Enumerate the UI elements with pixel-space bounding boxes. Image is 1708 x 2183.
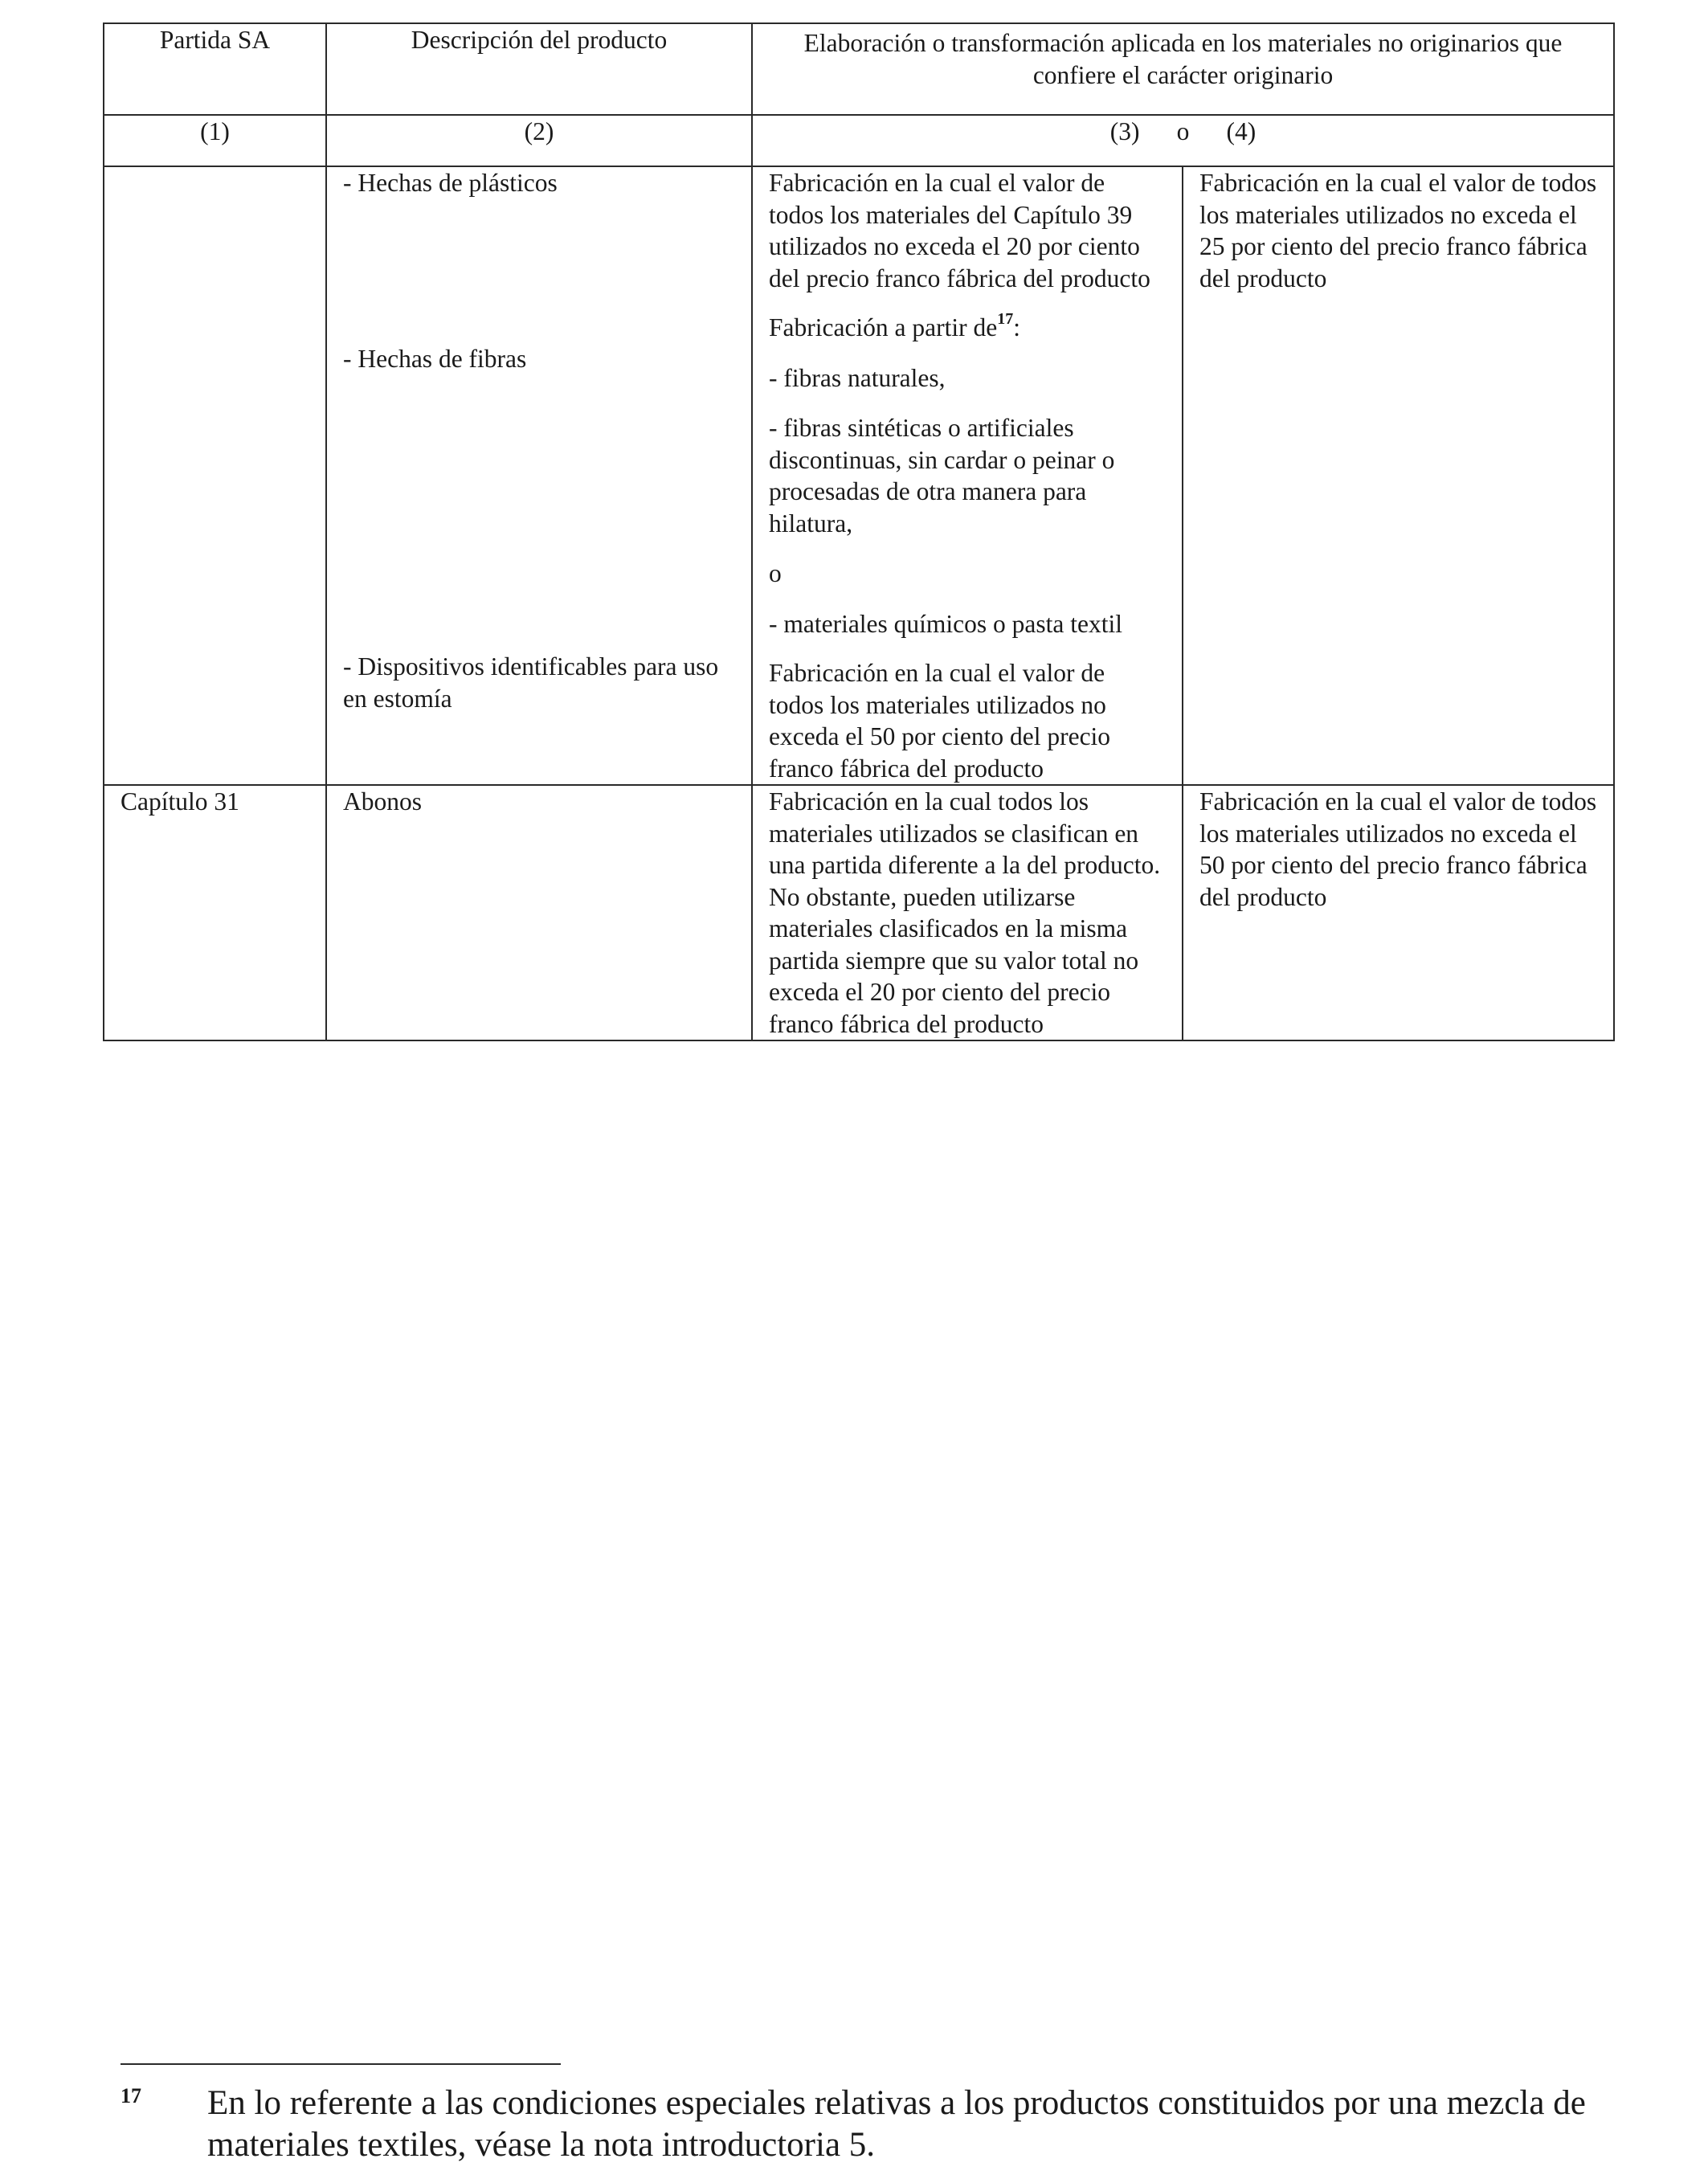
col3-fibras-naturales: - fibras naturales, (769, 363, 946, 392)
header-partida-sa: Partida SA (104, 23, 326, 115)
col3-fibras-sinteticas: - fibras sintéticas o artificiales discontinuas, sin cardar o peinar o procesadas de otra manera para hilatura, (769, 414, 1115, 538)
col3-o: o (769, 559, 782, 587)
footnote-number: 17 (121, 2084, 141, 2107)
header-descripcion: Descripción del producto (326, 23, 752, 115)
table-row (104, 166, 1614, 785)
col3-plasticos: Fabricación en la cual el valor de todos los materiales del Capítulo 39 utilizados no exceda el 20 por ciento del precio franco fábrica del producto (769, 169, 1150, 292)
footnote-text: En lo referente a las condiciones especiales relativas a los productos constituidos por una mezcla de materiales textiles, véase la nota introductoria 5. (207, 2084, 1586, 2164)
column-number-1: (1) (104, 115, 326, 166)
table-row (104, 785, 1614, 1040)
column-number-row (104, 115, 1614, 166)
cell-descripcion (326, 166, 752, 785)
cell-partida: Capítulo 31 (104, 785, 326, 1040)
col3-fibras-intro-text: Fabricación a partir de (769, 313, 998, 341)
column-number-3: (3) (1109, 117, 1140, 145)
cell-partida (104, 166, 326, 785)
cell-col4: Fabricación en la cual el valor de todos los materiales utilizados no exceda el 25 por ciento del precio franco fábrica del producto (1183, 166, 1614, 785)
col3-dispositivos: Fabricación en la cual el valor de todos los materiales utilizados no exceda el 50 por ciento del precio franco fábrica del producto (769, 659, 1111, 783)
cell-col3: Fabricación en la cual todos los materiales utilizados se clasifican en una partida diferente a la del producto. No obstante, pueden utilizarse materiales clasificados en la misma partida siempre que su valor total no exceda el 20 por ciento del precio franco fábrica del producto (752, 785, 1183, 1040)
column-number-4: (4) (1226, 117, 1256, 145)
col3-fibras-intro (769, 309, 1166, 344)
col3-quimicos: - materiales químicos o pasta textil (769, 609, 1123, 638)
cell-col4: Fabricación en la cual el valor de todos los materiales utilizados no exceda el 50 por ciento del precio franco fábrica del producto (1183, 785, 1614, 1040)
footnote-divider (121, 2063, 561, 2065)
column-number-2: (2) (326, 115, 752, 166)
table-header-row (104, 23, 1614, 115)
column-separator-o: o (1176, 117, 1190, 145)
cell-descripcion: Abonos (326, 785, 752, 1040)
origin-rules-table (103, 22, 1615, 1041)
desc-plasticos: - Hechas de plásticos (343, 169, 558, 197)
col3-fibras-colon: : (1013, 313, 1021, 341)
header-elaboracion: Elaboración o transformación aplicada en los materiales no originarios que confiere el carácter originario (752, 23, 1614, 115)
desc-fibras: - Hechas de fibras (343, 344, 527, 373)
desc-dispositivos: - Dispositivos identificables para uso en estomía (343, 652, 719, 713)
footnote-reference: 17 (997, 309, 1014, 328)
column-number-3-4 (752, 115, 1614, 166)
cell-col3 (752, 166, 1183, 785)
